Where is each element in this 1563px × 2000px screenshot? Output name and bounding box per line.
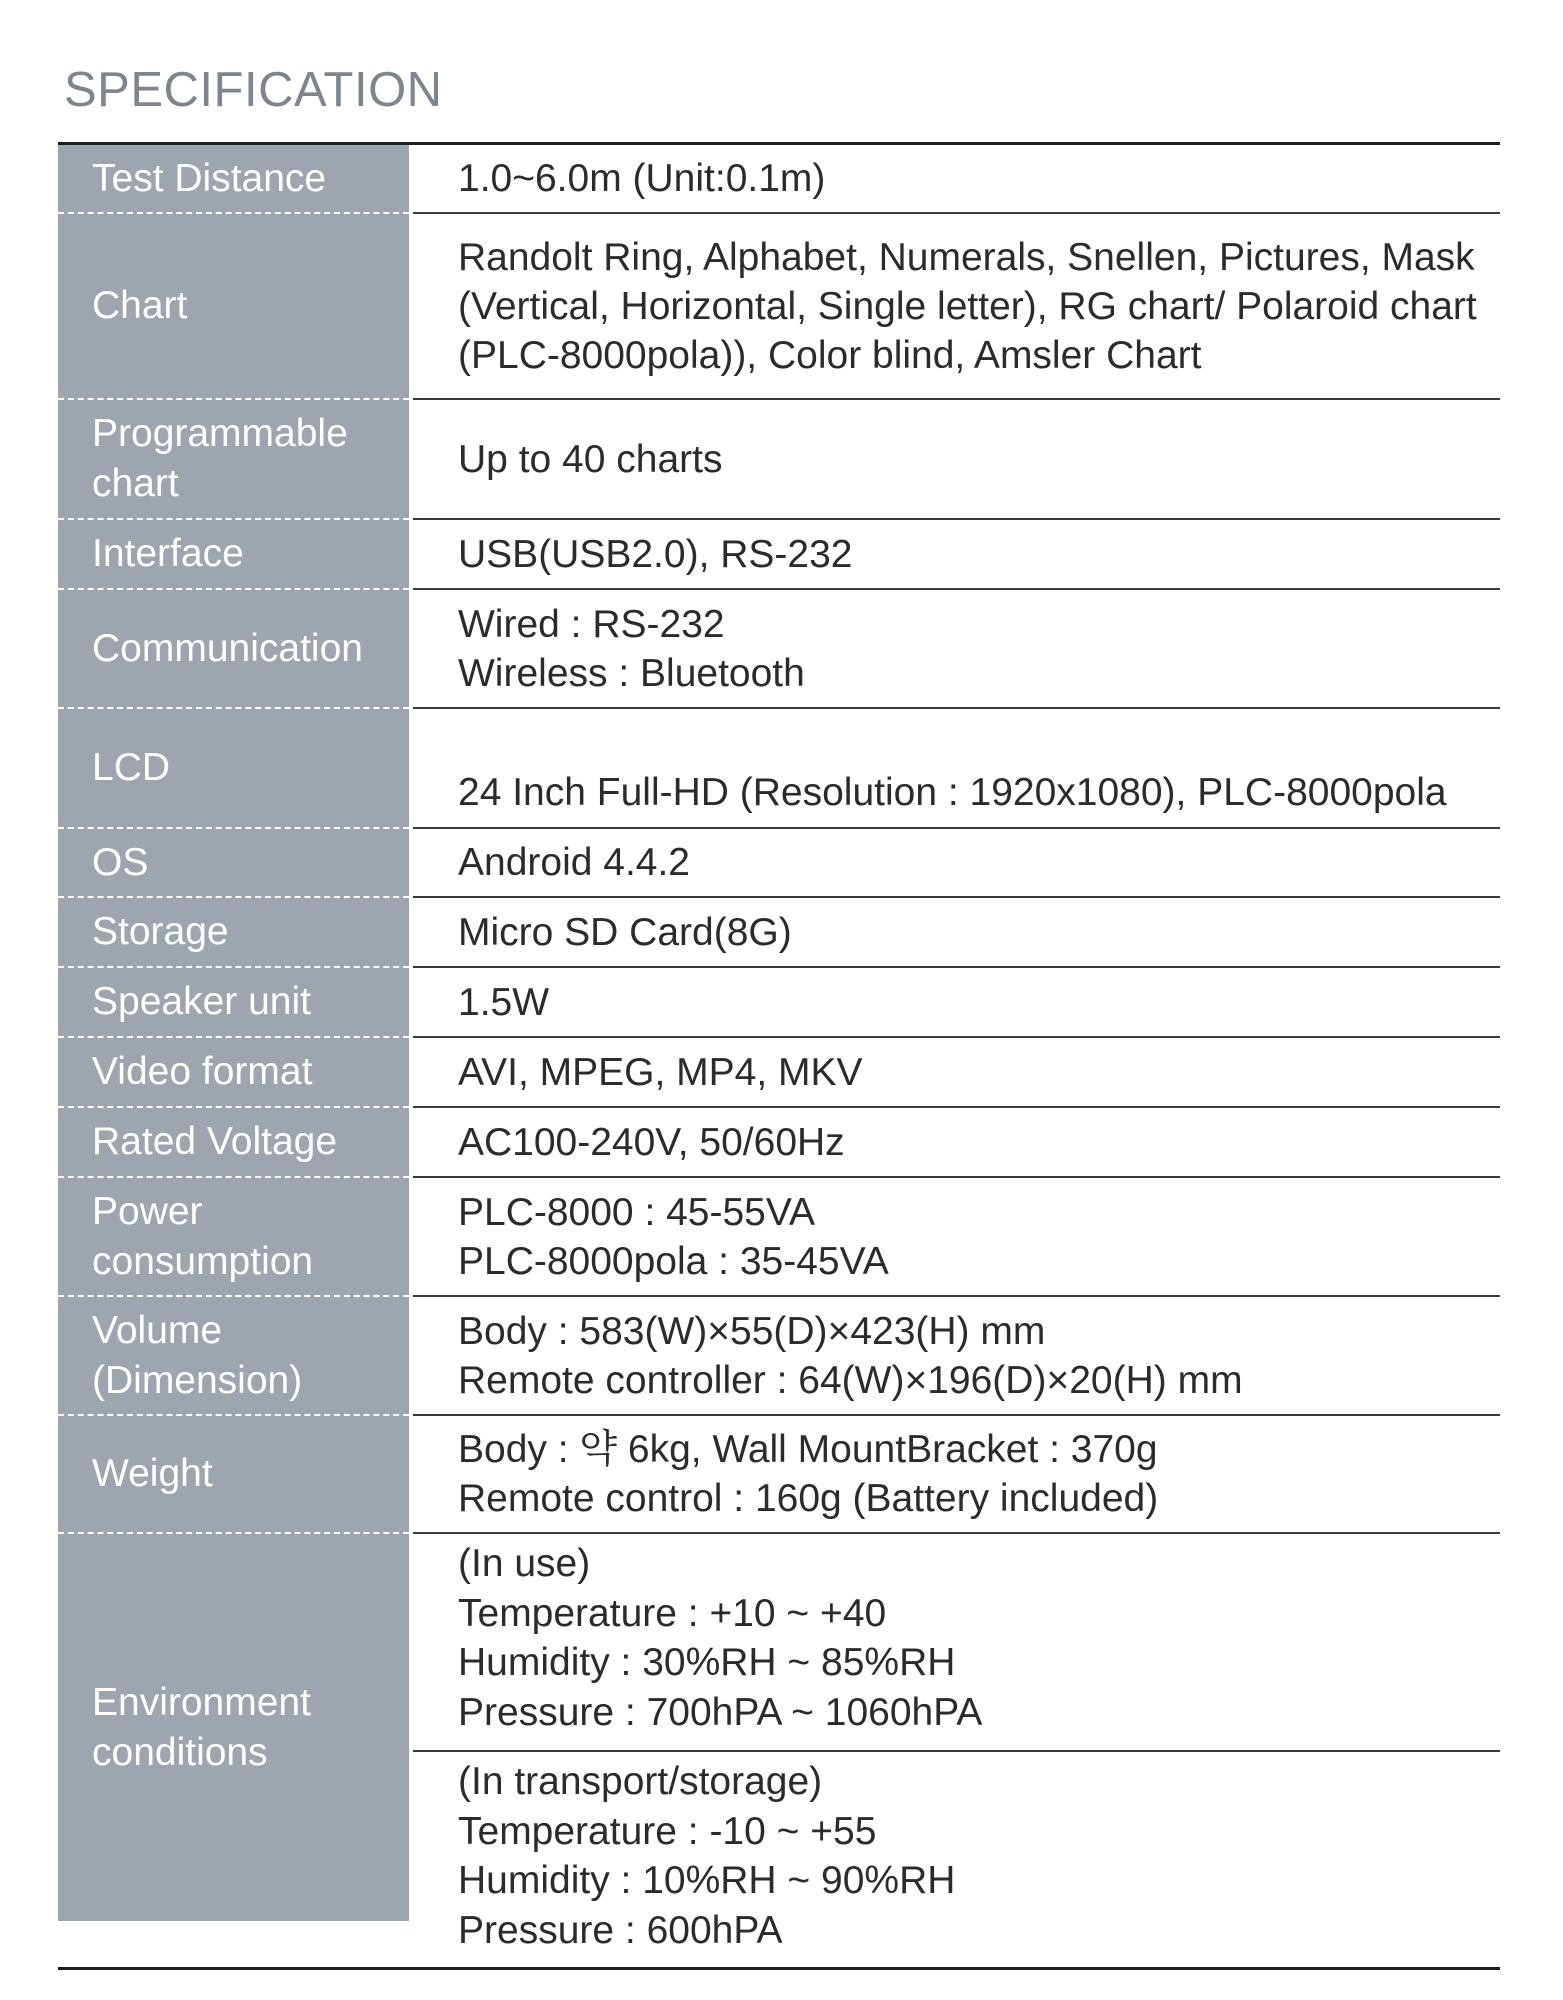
spec-label: Power consumption [58, 1178, 409, 1297]
spec-value: Up to 40 charts [413, 400, 1500, 520]
spec-row-chart [58, 214, 1500, 400]
spec-label: OS [58, 829, 409, 898]
spec-label: LCD [58, 709, 409, 829]
spec-row-video-format [58, 1038, 1500, 1108]
spec-row-os [58, 829, 1500, 898]
spec-label: Video format [58, 1038, 409, 1108]
spec-label: Rated Voltage [58, 1108, 409, 1178]
spec-value: 1.0~6.0m (Unit:0.1m) [413, 145, 1500, 214]
spec-value: Android 4.4.2 [413, 829, 1500, 898]
spec-row-speaker-unit [58, 968, 1500, 1038]
spec-label: Test Distance [58, 145, 409, 214]
spec-value: Body : 583(W)×55(D)×423(H) mm Remote controller : 64(W)×196(D)×20(H) mm [413, 1297, 1500, 1416]
spec-value: Wired : RS-232 Wireless : Bluetooth [413, 590, 1500, 709]
spec-value: Micro SD Card(8G) [413, 898, 1500, 968]
spec-row-programmable-chart [58, 400, 1500, 520]
spec-row-weight [58, 1416, 1500, 1534]
spec-label: Chart [58, 214, 409, 400]
spec-row-lcd [58, 709, 1500, 829]
spec-value: USB(USB2.0), RS-232 [413, 520, 1500, 590]
spec-row-test-distance [58, 145, 1500, 214]
spec-value: Body : 약 6kg, Wall MountBracket : 370g Remote control : 160g (Battery included) [413, 1416, 1500, 1534]
spec-value: PLC-8000 : 45-55VA PLC-8000pola : 35-45VA [413, 1178, 1500, 1297]
spec-label: Programmable chart [58, 400, 409, 520]
spec-row-rated-voltage [58, 1108, 1500, 1178]
spec-row-interface [58, 520, 1500, 590]
environment-in-use: (In use) Temperature : +10 ~ +40 Humidity : 30%RH ~ 85%RH Pressure : 700hPA ~ 1060hPA [413, 1539, 1500, 1752]
spec-row-storage [58, 898, 1500, 968]
spec-value: Randolt Ring, Alphabet, Numerals, Snellen, Pictures, Mask (Vertical, Horizontal, Single letter), RG chart/ Polaroid chart (PLC-8000pola)), Color blind, Amsler Chart [413, 214, 1500, 400]
spec-label: Interface [58, 520, 409, 590]
environment-in-transport: (In transport/storage) Temperature : -10 ~ +55 Humidity : 10%RH ~ 90%RH Pressure : 600hPA [458, 1760, 956, 1952]
spec-value: AVI, MPEG, MP4, MKV [413, 1038, 1500, 1108]
spec-row-power-consumption [58, 1178, 1500, 1297]
spec-label: Speaker unit [58, 968, 409, 1038]
spec-label: Storage [58, 898, 409, 968]
page-title: SPECIFICATION [64, 63, 443, 117]
spec-label: Weight [58, 1416, 409, 1534]
spec-label: Volume (Dimension) [58, 1297, 409, 1416]
bottom-rule [58, 1967, 1500, 1970]
spec-label: Communication [58, 590, 409, 709]
spec-label: Environment conditions [92, 1680, 311, 1774]
spec-value: AC100-240V, 50/60Hz [413, 1108, 1500, 1178]
spec-row-volume [58, 1297, 1500, 1416]
spec-row-communication [58, 590, 1500, 709]
spec-value: 24 Inch Full-HD (Resolution : 1920x1080), PLC-8000pola [413, 709, 1500, 829]
spec-value: 1.5W [413, 968, 1500, 1038]
